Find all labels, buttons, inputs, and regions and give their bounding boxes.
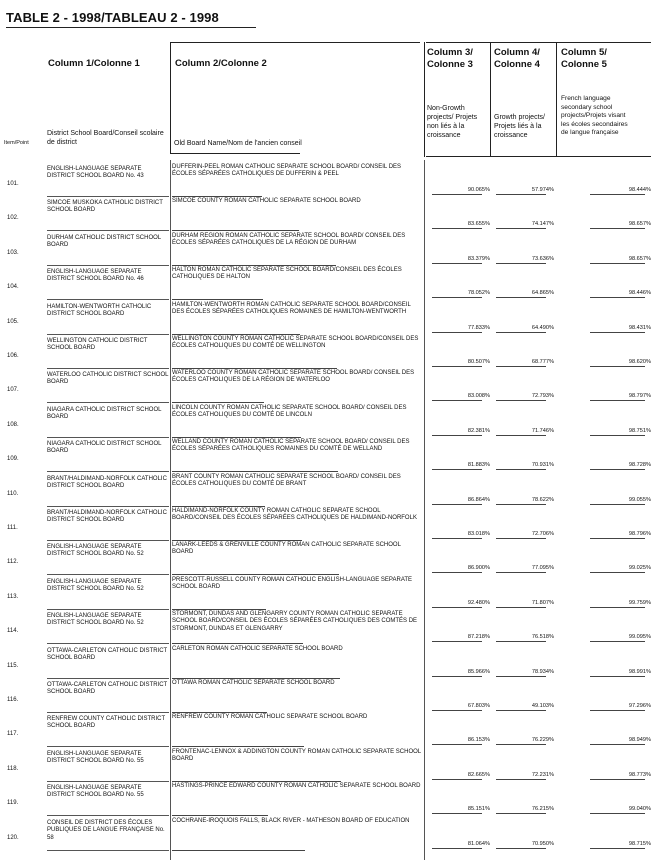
french-secondary-percent: 98.446%	[628, 290, 651, 296]
value-underline	[432, 228, 482, 229]
non-growth-percent: 82.665%	[467, 772, 490, 778]
non-growth-percent: 92.480%	[467, 600, 490, 606]
value-underline	[432, 813, 482, 814]
value-underline	[496, 710, 546, 711]
growth-percent: 72.793%	[531, 393, 554, 399]
old-board-name: HASTINGS-PRINCE EDWARD COUNTY ROMAN CATHOLIC SEPARATE SCHOOL BOARD	[172, 783, 421, 789]
growth-percent: 68.777%	[531, 359, 554, 365]
row-underline	[172, 746, 304, 747]
non-growth-percent: 78.052%	[467, 290, 490, 296]
district-board-name: OTTAWA-CARLETON CATHOLIC DISTRICT SCHOOL BOARD	[47, 648, 168, 662]
row-underline	[172, 506, 265, 507]
row-item-number: 119.	[7, 800, 19, 806]
column-3-subheader: Non-Growth projects/ Projets non liés à la croissance	[427, 105, 478, 139]
row-separator	[47, 574, 169, 575]
non-growth-percent: 81.064%	[467, 841, 490, 847]
value-underline	[590, 332, 645, 333]
value-underline	[496, 676, 546, 677]
value-underline	[432, 676, 482, 677]
row-separator	[47, 746, 169, 747]
growth-percent: 73.636%	[531, 256, 554, 262]
non-growth-percent: 81.883%	[467, 462, 490, 468]
row-separator	[47, 712, 169, 713]
value-underline	[496, 366, 546, 367]
french-secondary-percent: 99.025%	[628, 565, 651, 571]
row-item-number: 115.	[7, 663, 19, 669]
non-growth-percent: 82.381%	[467, 428, 490, 434]
row-item-number: 111.	[7, 525, 18, 531]
value-underline	[590, 228, 645, 229]
old-board-name: DUFFERIN-PEEL ROMAN CATHOLIC SEPARATE SCHOOL BOARD/ CONSEIL DES ÉCOLES SÉPARÉES CATHOLIQUES DE DUFFERIN & PEEL	[172, 164, 402, 178]
french-secondary-percent: 98.431%	[628, 325, 651, 331]
value-underline	[432, 538, 482, 539]
french-secondary-percent: 99.055%	[628, 497, 651, 503]
row-separator	[47, 781, 169, 782]
column-5-header: Column 5/ Colonne 5	[561, 47, 607, 70]
french-secondary-percent: 98.796%	[628, 531, 651, 537]
value-underline	[590, 469, 645, 470]
growth-percent: 71.807%	[531, 600, 554, 606]
value-underline	[432, 332, 482, 333]
value-underline	[590, 572, 645, 573]
non-growth-percent: 83.379%	[467, 256, 490, 262]
district-board-name: OTTAWA-CARLETON CATHOLIC DISTRICT SCHOOL BOARD	[47, 682, 168, 696]
old-board-name: WELLAND COUNTY ROMAN CATHOLIC SEPARATE SCHOOL BOARD/ CONSEIL DES ÉCOLES SÉPARÉES CATHOLIQUES ROMAINES DU COMTÉ DE WELLAND	[172, 439, 410, 453]
row-item-number: 109.	[7, 456, 19, 462]
value-underline	[590, 813, 645, 814]
value-underline	[496, 504, 546, 505]
french-secondary-percent: 99.040%	[628, 806, 651, 812]
value-underline	[496, 263, 546, 264]
row-underline	[172, 712, 267, 713]
old-board-name: OTTAWA ROMAN CATHOLIC SEPARATE SCHOOL BOARD	[172, 680, 335, 686]
row-separator	[47, 437, 169, 438]
item-header: Item/Point	[4, 140, 29, 146]
row-item-number: 118.	[7, 766, 19, 772]
row-underline	[172, 368, 337, 369]
column-5-subheader: French language secondary school projects/Projets visant les écoles secondaires de langue française	[561, 95, 628, 137]
header-top-rule-right	[426, 42, 651, 43]
non-growth-percent: 85.151%	[467, 806, 490, 812]
row-item-number: 112.	[7, 559, 19, 565]
row-underline	[172, 437, 301, 438]
row-item-number: 108.	[7, 422, 19, 428]
value-underline	[432, 848, 482, 849]
growth-percent: 76.215%	[531, 806, 554, 812]
growth-percent: 76.518%	[531, 634, 554, 640]
district-board-name: ENGLISH-LANGUAGE SEPARATE DISTRICT SCHOOL BOARD No. 46	[47, 269, 144, 283]
growth-percent: 71.746%	[531, 428, 554, 434]
french-secondary-percent: 99.759%	[628, 600, 651, 606]
growth-percent: 64.490%	[531, 325, 554, 331]
district-board-name: ENGLISH-LANGUAGE SEPARATE DISTRICT SCHOOL BOARD No. 43	[47, 166, 144, 180]
value-underline	[590, 744, 645, 745]
growth-percent: 74.147%	[531, 221, 554, 227]
value-underline	[496, 813, 546, 814]
value-underline	[496, 435, 546, 436]
old-board-name: STORMONT, DUNDAS AND GLENGARRY COUNTY ROMAN CATHOLIC SEPARATE SCHOOL BOARD/CONSEIL DES ÉCOLES SÉPARÉES CATHOLIQUES DES COMTÉS DE STORMONT, DUNDAS ET GLENGARRY	[172, 611, 418, 632]
row-underline	[172, 299, 263, 300]
value-underline	[496, 848, 546, 849]
value-underline	[590, 194, 645, 195]
old-board-name: LINCOLN COUNTY ROMAN CATHOLIC SEPARATE SCHOOL BOARD/ CONSEIL DES ÉCOLES CATHOLIQUES DU COMTÉ DE LINCOLN	[172, 405, 407, 419]
row-item-number: 102.	[7, 215, 19, 221]
non-growth-percent: 86.900%	[467, 565, 490, 571]
row-underline	[172, 815, 268, 816]
value-underline	[432, 504, 482, 505]
non-growth-percent: 77.833%	[467, 325, 490, 331]
value-underline	[432, 469, 482, 470]
row-separator	[47, 230, 169, 231]
value-underline	[496, 641, 546, 642]
value-underline	[432, 607, 482, 608]
value-underline	[590, 779, 645, 780]
value-underline	[590, 676, 645, 677]
value-underline	[590, 848, 645, 849]
growth-percent: 76.229%	[531, 737, 554, 743]
district-board-name: ENGLISH-LANGUAGE SEPARATE DISTRICT SCHOOL BOARD No. 52	[47, 613, 144, 627]
growth-percent: 70.931%	[531, 462, 554, 468]
column-4-subheader: Growth projects/ Projets liés à la croissance	[494, 114, 545, 139]
value-underline	[432, 194, 482, 195]
row-underline	[172, 471, 338, 472]
row-underline	[172, 540, 302, 541]
growth-percent: 78.934%	[531, 669, 554, 675]
district-board-name: ENGLISH-LANGUAGE SEPARATE DISTRICT SCHOOL BOARD No. 52	[47, 544, 144, 558]
row-item-number: 114.	[7, 628, 19, 634]
district-board-name: ENGLISH-LANGUAGE SEPARATE DISTRICT SCHOOL BOARD No. 52	[47, 579, 144, 593]
value-underline	[432, 435, 482, 436]
district-board-name: DURHAM CATHOLIC DISTRICT SCHOOL BOARD	[47, 235, 161, 249]
row-underline	[172, 196, 262, 197]
header-divider	[490, 42, 491, 157]
non-growth-percent: 80.507%	[467, 359, 490, 365]
old-board-name: HAMILTON-WENTWORTH ROMAN CATHOLIC SEPARATE SCHOOL BOARD/CONSEIL DES ÉCOLES SÉPARÉES CATHOLIQUES ROMAINES DE HAMILTON-WENTWORTH	[172, 302, 411, 316]
old-board-name: PRESCOTT-RUSSELL COUNTY ROMAN CATHOLIC ENGLISH-LANGUAGE SEPARATE SCHOOL BOARD	[172, 577, 413, 591]
row-item-number: 110.	[7, 491, 19, 497]
row-separator	[47, 506, 169, 507]
old-board-name: SIMCOE COUNTY ROMAN CATHOLIC SEPARATE SCHOOL BOARD	[172, 198, 361, 204]
district-board-name: WELLINGTON CATHOLIC DISTRICT SCHOOL BOARD	[47, 338, 148, 352]
column-2-header: Column 2/Colonne 2	[175, 58, 267, 69]
non-growth-percent: 87.218%	[467, 634, 490, 640]
row-underline	[172, 334, 300, 335]
french-secondary-percent: 99.095%	[628, 634, 651, 640]
header-divider	[424, 42, 425, 157]
row-underline	[172, 678, 340, 679]
old-board-name: RENFREW COUNTY ROMAN CATHOLIC SEPARATE SCHOOL BOARD	[172, 714, 368, 720]
french-secondary-percent: 98.657%	[628, 256, 651, 262]
non-growth-percent: 67.803%	[467, 703, 490, 709]
row-item-number: 107.	[7, 387, 19, 393]
french-secondary-percent: 98.991%	[628, 669, 651, 675]
old-board-name: HALTON ROMAN CATHOLIC SEPARATE SCHOOL BOARD/CONSEIL DES ÉCOLES CATHOLIQUES DE HALTON	[172, 267, 402, 281]
row-underline	[172, 850, 305, 851]
district-board-name: WATERLOO CATHOLIC DISTRICT SCHOOL BOARD	[47, 372, 169, 386]
row-item-number: 117.	[7, 731, 19, 737]
row-separator	[47, 643, 169, 644]
row-item-number: 104.	[7, 284, 19, 290]
title-underline	[6, 27, 256, 28]
french-secondary-percent: 98.949%	[628, 737, 651, 743]
value-underline	[590, 538, 645, 539]
row-item-number: 103.	[7, 250, 19, 256]
header-divider	[170, 42, 171, 154]
french-secondary-percent: 98.444%	[628, 187, 651, 193]
row-separator	[47, 402, 169, 403]
value-underline	[590, 607, 645, 608]
row-separator	[47, 850, 169, 851]
old-board-name: CARLETON ROMAN CATHOLIC SEPARATE SCHOOL BOARD	[172, 646, 343, 652]
value-underline	[590, 400, 645, 401]
column-1-header: Column 1/Colonne 1	[48, 58, 140, 69]
header-divider	[556, 42, 557, 157]
row-underline	[172, 402, 264, 403]
non-growth-percent: 86.153%	[467, 737, 490, 743]
value-underline	[432, 641, 482, 642]
non-growth-percent: 83.018%	[467, 531, 490, 537]
value-underline	[496, 779, 546, 780]
row-separator	[47, 815, 169, 816]
value-underline	[496, 400, 546, 401]
body-column-divider	[424, 160, 425, 860]
district-board-name: CONSEIL DE DISTRICT DES ÉCOLES PUBLIQUES DE LANGUE FRANÇAISE No. 58	[47, 820, 165, 841]
non-growth-percent: 90.065%	[467, 187, 490, 193]
french-secondary-percent: 98.797%	[628, 393, 651, 399]
value-underline	[432, 263, 482, 264]
column-1-subheader: District School Board/Conseil scolaire de district	[47, 130, 164, 146]
french-secondary-percent: 98.620%	[628, 359, 651, 365]
district-board-name: BRANT/HALDIMAND-NORFOLK CATHOLIC DISTRICT SCHOOL BOARD	[47, 476, 167, 490]
french-secondary-percent: 97.296%	[628, 703, 651, 709]
growth-percent: 78.622%	[531, 497, 554, 503]
row-item-number: 106.	[7, 353, 19, 359]
value-underline	[496, 469, 546, 470]
value-underline	[432, 400, 482, 401]
value-underline	[496, 228, 546, 229]
row-item-number: 105.	[7, 319, 19, 325]
row-underline	[172, 230, 299, 231]
growth-percent: 49.103%	[531, 703, 554, 709]
value-underline	[432, 779, 482, 780]
value-underline	[432, 297, 482, 298]
old-board-name: LANARK-LEEDS & GRENVILLE COUNTY ROMAN CATHOLIC SEPARATE SCHOOL BOARD	[172, 542, 401, 556]
value-underline	[590, 504, 645, 505]
row-item-number: 116.	[7, 697, 19, 703]
old-board-name: BRANT COUNTY ROMAN CATHOLIC SEPARATE SCHOOL BOARD/ CONSEIL DES ÉCOLES CATHOLIQUES DU COMTÉ DE BRANT	[172, 474, 401, 488]
district-board-name: BRANT/HALDIMAND-NORFOLK CATHOLIC DISTRICT SCHOOL BOARD	[47, 510, 167, 524]
value-underline	[496, 607, 546, 608]
header-bottom-rule	[426, 156, 651, 157]
body-column-divider	[170, 160, 171, 860]
row-separator	[47, 678, 169, 679]
row-separator	[47, 540, 169, 541]
row-underline	[172, 781, 341, 782]
value-underline	[590, 297, 645, 298]
value-underline	[590, 435, 645, 436]
french-secondary-percent: 98.773%	[628, 772, 651, 778]
value-underline	[496, 538, 546, 539]
district-board-name: HAMILTON-WENTWORTH CATHOLIC DISTRICT SCHOOL BOARD	[47, 304, 152, 318]
district-board-name: ENGLISH-LANGUAGE SEPARATE DISTRICT SCHOOL BOARD No. 55	[47, 785, 144, 799]
growth-percent: 72.231%	[531, 772, 554, 778]
row-separator	[47, 265, 169, 266]
district-board-name: ENGLISH-LANGUAGE SEPARATE DISTRICT SCHOOL BOARD No. 55	[47, 751, 144, 765]
growth-percent: 72.706%	[531, 531, 554, 537]
district-board-name: SIMCOE MUSKOKA CATHOLIC DISTRICT SCHOOL BOARD	[47, 200, 163, 214]
non-growth-percent: 83.655%	[467, 221, 490, 227]
row-item-number: 113.	[7, 594, 19, 600]
value-underline	[496, 332, 546, 333]
district-board-name: RENFREW COUNTY CATHOLIC DISTRICT SCHOOL BOARD	[47, 716, 166, 730]
column-2-subheader: Old Board Name/Nom de l'ancien conseil	[174, 140, 302, 147]
french-secondary-percent: 98.657%	[628, 221, 651, 227]
row-underline	[172, 265, 336, 266]
row-item-number: 120.	[7, 835, 19, 841]
growth-percent: 57.974%	[531, 187, 554, 193]
header-top-rule	[170, 42, 420, 43]
growth-percent: 64.865%	[531, 290, 554, 296]
row-separator	[47, 299, 169, 300]
column-4-header: Column 4/ Colonne 4	[494, 47, 540, 70]
value-underline	[432, 572, 482, 573]
row-separator	[47, 196, 169, 197]
value-underline	[496, 194, 546, 195]
growth-percent: 77.095%	[531, 565, 554, 571]
non-growth-percent: 85.966%	[467, 669, 490, 675]
row-underline	[172, 643, 303, 644]
value-underline	[590, 263, 645, 264]
value-underline	[432, 366, 482, 367]
french-secondary-percent: 98.751%	[628, 428, 651, 434]
row-underline	[172, 609, 266, 610]
old-board-name: WATERLOO COUNTY ROMAN CATHOLIC SEPARATE SCHOOL BOARD/ CONSEIL DES ÉCOLES CATHOLIQUES DE LA RÉGION DE WATERLOO	[172, 370, 415, 384]
row-separator	[47, 368, 169, 369]
row-item-number: 101.	[7, 181, 19, 187]
old-board-name: WELLINGTON COUNTY ROMAN CATHOLIC SEPARATE SCHOOL BOARD/CONSEIL DES ÉCOLES CATHOLIQUES DU COMTÉ DE WELLINGTON	[172, 336, 419, 350]
column-3-header: Column 3/ Colonne 3	[427, 47, 473, 70]
district-board-name: NIAGARA CATHOLIC DISTRICT SCHOOL BOARD	[47, 441, 162, 455]
old-board-name: FRONTENAC-LENNOX & ADDINGTON COUNTY ROMAN CATHOLIC SEPARATE SCHOOL BOARD	[172, 749, 421, 763]
old-board-name: COCHRANE-IROQUOIS FALLS, BLACK RIVER - MATHESON BOARD OF EDUCATION	[172, 818, 410, 824]
value-underline	[496, 297, 546, 298]
value-underline	[590, 710, 645, 711]
old-board-name: HALDIMAND-NORFOLK COUNTY ROMAN CATHOLIC SEPARATE SCHOOL BOARD/CONSEIL DES ÉCOLES SÉPARÉES CATHOLIQUES DE HALDIMAND-NORFOLK	[172, 508, 417, 522]
value-underline	[496, 744, 546, 745]
value-underline	[432, 744, 482, 745]
row-separator	[47, 334, 169, 335]
district-board-name: NIAGARA CATHOLIC DISTRICT SCHOOL BOARD	[47, 407, 162, 421]
french-secondary-percent: 98.728%	[628, 462, 651, 468]
non-growth-percent: 83.008%	[467, 393, 490, 399]
value-underline	[590, 641, 645, 642]
row-separator	[47, 471, 169, 472]
non-growth-percent: 86.864%	[467, 497, 490, 503]
value-underline	[590, 366, 645, 367]
old-board-name: DURHAM REGION ROMAN CATHOLIC SEPARATE SCHOOL BOARD/ CONSEIL DES ÉCOLES SÉPARÉES CATHOLIQUES DE LA RÉGION DE DURHAM	[172, 233, 406, 247]
growth-percent: 70.950%	[531, 841, 554, 847]
french-secondary-percent: 98.715%	[628, 841, 651, 847]
row-underline	[172, 574, 339, 575]
header-bottom-rule	[170, 153, 300, 154]
page-title: TABLE 2 - 1998/TABLEAU 2 - 1998	[6, 10, 219, 25]
row-separator	[47, 609, 169, 610]
value-underline	[496, 572, 546, 573]
value-underline	[432, 710, 482, 711]
